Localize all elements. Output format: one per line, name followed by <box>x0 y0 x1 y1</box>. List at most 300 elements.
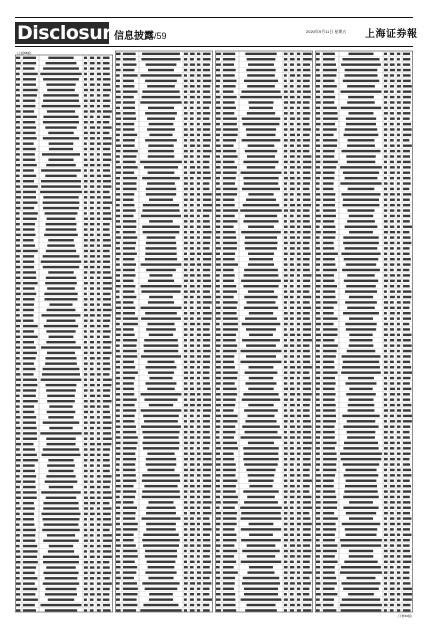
fine-print-text <box>303 90 311 92</box>
fine-print-text <box>41 314 80 316</box>
fine-print-text <box>297 117 300 119</box>
fine-print-text <box>323 134 334 136</box>
fine-print-text <box>397 317 400 319</box>
fine-print-text <box>184 166 187 168</box>
fine-print-text <box>44 523 79 525</box>
fine-print-text <box>397 107 401 109</box>
fine-print-text <box>23 148 36 150</box>
fine-print-text <box>197 296 200 298</box>
fine-print-text <box>341 371 381 373</box>
fine-print-text <box>297 253 301 255</box>
fine-print-text <box>116 393 120 395</box>
fine-print-text <box>90 73 94 75</box>
fine-print-text <box>223 280 234 282</box>
fine-print-text <box>97 470 100 472</box>
fine-print-text <box>297 447 301 449</box>
fine-print-text <box>284 582 288 584</box>
fine-print-text <box>90 438 94 440</box>
fine-print-text <box>84 464 87 466</box>
fine-print-text <box>323 350 337 352</box>
fine-print-text <box>216 425 220 427</box>
fine-print-text <box>216 512 221 514</box>
fine-print-text <box>403 393 410 395</box>
fine-print-text <box>397 539 401 541</box>
fine-print-text <box>197 226 201 228</box>
fine-print-text <box>216 139 220 141</box>
fine-print-text <box>203 139 211 141</box>
fine-print-text <box>216 53 221 55</box>
fine-print-text <box>184 431 187 433</box>
fine-print-text <box>384 409 388 411</box>
fine-print-text <box>342 366 380 368</box>
fine-print-text <box>216 312 220 314</box>
fine-print-text <box>97 373 101 375</box>
fine-print-text <box>190 96 195 98</box>
fine-print-text <box>103 121 109 123</box>
fine-print-text <box>41 513 80 515</box>
fine-print-text <box>297 280 300 282</box>
fine-print-text <box>84 582 87 584</box>
fine-print-text <box>290 588 294 590</box>
fine-print-text <box>84 234 88 236</box>
fine-print-text <box>103 67 110 69</box>
fine-print-text <box>16 330 20 332</box>
fine-print-text <box>216 528 220 530</box>
fine-print-text <box>45 126 76 128</box>
fine-print-text <box>242 582 280 584</box>
fine-print-text <box>323 199 335 201</box>
fine-print-text <box>316 339 321 341</box>
fine-print-text <box>123 420 134 422</box>
fine-print-text <box>41 346 81 348</box>
fine-print-text <box>297 123 300 125</box>
fine-print-text <box>123 199 134 201</box>
fine-print-text <box>48 459 73 461</box>
fine-print-text <box>297 312 301 314</box>
fine-print-text <box>403 63 410 65</box>
fine-print-text <box>284 431 287 433</box>
fine-print-text <box>397 388 400 390</box>
fine-print-text <box>123 236 137 238</box>
fine-print-text <box>23 454 37 456</box>
fine-print-text <box>290 96 295 98</box>
fine-print-text <box>184 96 187 98</box>
fine-print-text <box>216 296 221 298</box>
fine-print-text <box>103 497 112 499</box>
fine-print-text <box>323 501 337 503</box>
fine-print-text <box>116 215 120 217</box>
fine-print-text <box>84 384 87 386</box>
fine-print-text <box>46 164 75 166</box>
fine-print-text <box>249 534 273 536</box>
fine-print-text <box>297 317 301 319</box>
fine-print-text <box>103 373 110 375</box>
fine-print-text <box>203 69 210 71</box>
fine-print-text <box>316 161 320 163</box>
fine-print-text <box>103 336 110 338</box>
fine-print-text <box>284 350 287 352</box>
fine-print-text <box>97 201 100 203</box>
fine-print-text <box>197 571 201 573</box>
fine-print-text <box>290 382 294 384</box>
fine-print-text <box>384 177 387 179</box>
fine-print-text <box>403 469 411 471</box>
fine-print-text <box>145 258 177 260</box>
fine-print-text <box>184 377 188 379</box>
fine-print-text <box>284 144 287 146</box>
fine-print-text <box>84 545 87 547</box>
fine-print-text <box>16 153 20 155</box>
fine-print-text <box>184 604 187 606</box>
fine-print-text <box>197 512 200 514</box>
fine-print-text <box>148 150 174 152</box>
fine-print-text <box>190 242 194 244</box>
fine-print-text <box>197 107 201 109</box>
fine-print-text <box>84 432 88 434</box>
fine-print-text <box>190 485 195 487</box>
fine-print-text <box>303 453 311 455</box>
fine-print-text <box>316 90 320 92</box>
fine-print-text <box>149 377 172 379</box>
fine-print-text <box>116 480 120 482</box>
fine-print-text <box>246 382 277 384</box>
fine-print-text <box>197 134 200 136</box>
fine-print-text <box>323 555 335 557</box>
fine-print-text <box>197 317 201 319</box>
fine-print-text <box>97 282 100 284</box>
fine-print-text <box>197 474 201 476</box>
fine-print-text <box>390 593 395 595</box>
fine-print-text <box>323 69 337 71</box>
fine-print-text <box>390 96 394 98</box>
fine-print-text <box>184 371 188 373</box>
fine-print-text <box>203 398 211 400</box>
fine-print-text <box>216 274 220 276</box>
fine-print-text <box>197 85 200 87</box>
fine-print-text <box>249 258 273 260</box>
fine-print-text <box>16 260 20 262</box>
fine-print-text <box>90 185 94 187</box>
fine-print-text <box>223 139 236 141</box>
fine-print-text <box>303 474 310 476</box>
fine-print-text <box>403 188 409 190</box>
fine-print-text <box>403 609 411 611</box>
fine-print-text <box>197 112 201 114</box>
fine-print-text <box>384 366 388 368</box>
fine-print-text <box>384 112 388 114</box>
fine-print-text <box>123 523 138 525</box>
fine-print-text <box>290 512 294 514</box>
fine-print-text <box>46 228 77 230</box>
fine-print-text <box>190 74 194 76</box>
fine-print-text <box>297 177 300 179</box>
fine-print-text <box>397 177 400 179</box>
fine-print-text <box>203 490 210 492</box>
fine-print-text <box>297 53 300 55</box>
fine-print-text <box>23 539 35 541</box>
fine-print-text <box>184 101 188 103</box>
fine-print-text <box>116 366 120 368</box>
fine-print-text <box>46 83 75 85</box>
fine-print-text <box>90 239 95 241</box>
fine-print-text <box>116 101 121 103</box>
fine-print-text <box>116 296 120 298</box>
fine-print-text <box>141 263 182 265</box>
fine-print-text <box>397 344 400 346</box>
fine-print-text <box>47 464 75 466</box>
fine-print-text <box>203 517 209 519</box>
fine-print-text <box>123 588 138 590</box>
fine-print-text <box>216 409 220 411</box>
fine-print-text <box>84 448 87 450</box>
fine-print-text <box>123 128 134 130</box>
fine-print-text <box>203 247 210 249</box>
fine-print-text <box>397 247 400 249</box>
fine-print-text <box>384 431 388 433</box>
fine-print-text <box>23 593 35 595</box>
section-title <box>114 27 167 42</box>
fine-print-text <box>197 469 201 471</box>
fine-print-text <box>384 598 388 600</box>
fine-print-text <box>23 271 36 273</box>
fine-print-text <box>123 393 134 395</box>
fine-print-text <box>244 80 278 82</box>
fine-print-text <box>323 588 335 590</box>
fine-print-text <box>23 438 37 440</box>
fine-print-text <box>190 301 194 303</box>
fine-print-text <box>290 139 295 141</box>
fine-print-text <box>90 116 94 118</box>
fine-print-text <box>223 90 234 92</box>
fine-print-text <box>197 144 200 146</box>
fine-print-text <box>347 431 376 433</box>
fine-print-text <box>197 182 200 184</box>
fine-print-text <box>84 271 87 273</box>
fine-print-text <box>244 274 279 276</box>
fine-print-text <box>323 442 337 444</box>
fine-print-text <box>284 155 287 157</box>
fine-print-text <box>384 107 388 109</box>
fine-print-text <box>345 74 378 76</box>
fine-print-text <box>197 528 200 530</box>
fine-print-text <box>184 571 188 573</box>
fine-print-text <box>190 512 195 514</box>
fine-print-text <box>141 393 182 395</box>
fine-print-text <box>403 517 411 519</box>
fine-print-text <box>390 274 395 276</box>
fine-print-text <box>23 507 35 509</box>
fine-print-text <box>303 85 310 87</box>
fine-print-text <box>303 134 310 136</box>
fine-print-text <box>303 544 310 546</box>
fine-print-text <box>397 312 400 314</box>
fine-print-text <box>216 550 220 552</box>
fine-print-text <box>190 539 194 541</box>
fine-print-text <box>103 486 110 488</box>
fine-print-text <box>203 199 211 201</box>
fine-print-text <box>123 193 134 195</box>
fine-print-text <box>123 355 137 357</box>
fine-print-text <box>123 593 138 595</box>
fine-print-text <box>284 209 288 211</box>
fine-print-text <box>116 382 120 384</box>
fine-print-text <box>16 250 21 252</box>
fine-print-text <box>49 336 74 338</box>
fine-print-text <box>90 57 94 59</box>
fine-print-text <box>103 330 111 332</box>
fine-print-text <box>397 474 401 476</box>
fine-print-text <box>223 226 234 228</box>
fine-print-text <box>316 247 320 249</box>
fine-print-text <box>23 239 34 241</box>
fine-print-text <box>284 458 287 460</box>
fine-print-text <box>297 582 301 584</box>
fine-print-text <box>297 598 300 600</box>
fine-print-text <box>348 409 375 411</box>
fine-print-text <box>290 463 294 465</box>
fine-print-text <box>203 53 211 55</box>
fine-print-text <box>223 101 235 103</box>
fine-print-text <box>123 134 137 136</box>
fine-print-text <box>290 609 294 611</box>
fine-print-text <box>103 320 110 322</box>
fine-print-text <box>216 490 221 492</box>
fine-print-text <box>249 312 273 314</box>
fine-print-text <box>23 341 34 343</box>
fine-print-text <box>203 296 211 298</box>
fine-print-text <box>123 172 134 174</box>
fine-print-text <box>97 121 101 123</box>
fine-print-text <box>84 405 88 407</box>
fine-print-text <box>190 123 194 125</box>
fine-print-text <box>216 107 221 109</box>
fine-print-text <box>242 139 281 141</box>
fine-print-text <box>197 285 200 287</box>
fine-print-text <box>284 58 287 60</box>
fine-print-text <box>290 555 295 557</box>
fine-print-text <box>284 415 288 417</box>
fine-print-text <box>16 443 21 445</box>
fine-print-text <box>84 89 88 91</box>
fine-print-text <box>103 572 111 574</box>
fine-print-text <box>223 377 237 379</box>
fine-print-text <box>23 464 35 466</box>
fine-print-text <box>23 218 37 220</box>
fine-print-text <box>48 416 73 418</box>
fine-print-text <box>403 593 412 595</box>
fine-print-text <box>203 485 211 487</box>
fine-print-text <box>184 609 187 611</box>
fine-print-text <box>216 166 220 168</box>
fine-print-text <box>123 577 134 579</box>
fine-print-text <box>23 212 38 214</box>
fine-print-text <box>16 298 20 300</box>
fine-print-text <box>390 188 394 190</box>
fine-print-text <box>390 74 394 76</box>
fine-print-text <box>23 266 34 268</box>
fine-print-text <box>290 247 295 249</box>
fine-print-text <box>403 350 412 352</box>
fine-print-text <box>116 577 121 579</box>
fine-print-text <box>242 425 280 427</box>
fine-print-text <box>203 253 212 255</box>
fine-print-text <box>397 501 401 503</box>
fine-print-text <box>247 112 275 114</box>
fine-print-text <box>203 74 211 76</box>
fine-print-text <box>384 236 387 238</box>
fine-print-text <box>90 287 94 289</box>
fine-print-text <box>123 312 135 314</box>
fine-print-text <box>97 395 101 397</box>
fine-print-text <box>216 534 220 536</box>
fine-print-text <box>341 253 380 255</box>
fine-print-text <box>303 501 311 503</box>
fine-print-text <box>97 169 100 171</box>
fine-print-text <box>203 566 210 568</box>
fine-print-text <box>316 388 320 390</box>
fine-print-text <box>316 144 320 146</box>
fine-print-text <box>316 296 320 298</box>
fine-print-text <box>403 566 410 568</box>
fine-print-text <box>323 177 334 179</box>
fine-print-text <box>103 137 112 139</box>
fine-print-text <box>190 285 195 287</box>
fine-print-text <box>397 101 401 103</box>
fine-print-text <box>216 480 220 482</box>
fine-print-text <box>216 582 220 584</box>
fine-print-text <box>303 490 309 492</box>
fine-print-text <box>390 404 395 406</box>
fine-print-text <box>223 469 236 471</box>
fine-print-text <box>203 528 212 530</box>
fine-print-text <box>184 420 187 422</box>
fine-print-text <box>141 425 181 427</box>
fine-print-text <box>97 298 101 300</box>
fine-print-text <box>284 123 287 125</box>
fine-print-text <box>190 280 194 282</box>
fine-print-text <box>47 110 75 112</box>
fine-print-text <box>116 361 120 363</box>
fine-print-text <box>16 464 20 466</box>
fine-print-text <box>223 453 234 455</box>
fine-print-text <box>103 110 112 112</box>
fine-print-text <box>16 357 20 359</box>
fine-print-text <box>290 507 294 509</box>
fine-print-text <box>190 290 195 292</box>
fine-print-text <box>97 357 101 359</box>
fine-print-text <box>184 328 187 330</box>
fine-print-text <box>403 371 412 373</box>
fine-print-text <box>123 544 136 546</box>
fine-print-text <box>203 263 211 265</box>
fine-print-text <box>44 293 77 295</box>
fine-print-text <box>297 404 300 406</box>
fine-print-text <box>390 107 394 109</box>
fine-print-text <box>384 285 387 287</box>
fine-print-text <box>248 101 273 103</box>
fine-print-text <box>23 432 37 434</box>
fine-print-text <box>397 112 401 114</box>
fine-print-text <box>316 172 321 174</box>
fine-print-text <box>84 223 88 225</box>
fine-print-text <box>216 177 220 179</box>
fine-print-text <box>284 501 287 503</box>
fine-print-text <box>97 266 100 268</box>
fine-print-text <box>203 366 210 368</box>
fine-print-text <box>316 409 320 411</box>
fine-print-text <box>223 123 237 125</box>
fine-print-text <box>316 361 320 363</box>
